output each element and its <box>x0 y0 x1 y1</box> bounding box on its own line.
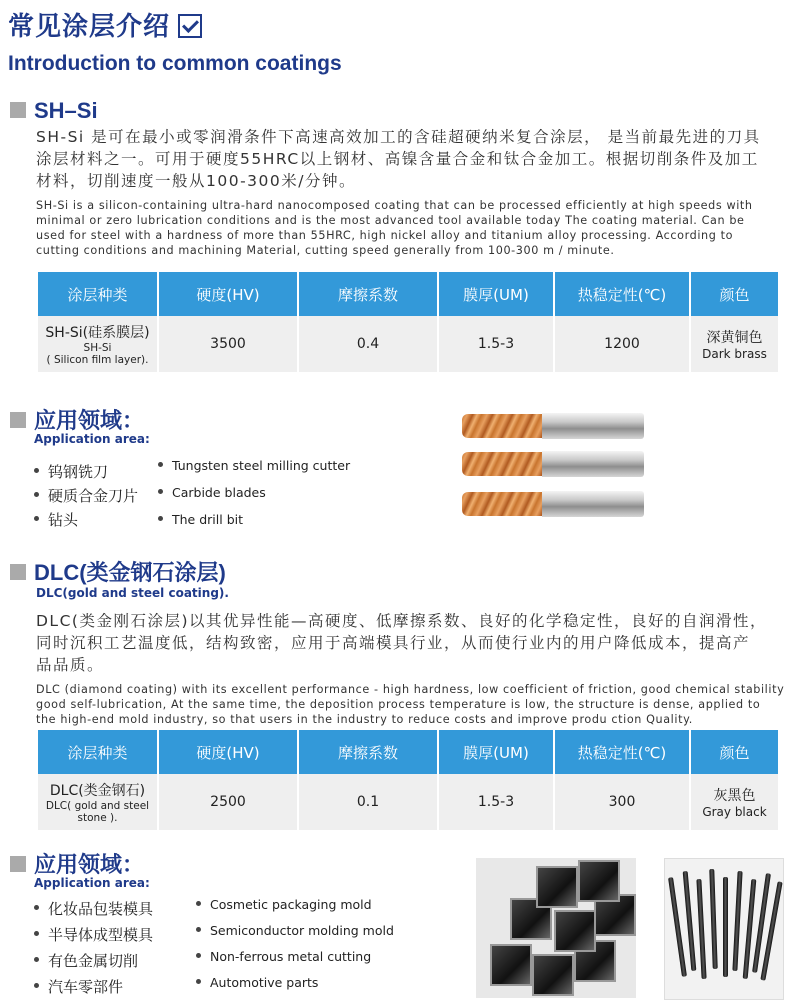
end-mill-image <box>462 449 644 479</box>
desc-line: SH-Si is a silicon-containing ultra-hard nanocomposed coating that can be processed efficiently at high speeds with <box>36 199 753 212</box>
color-en: Dark brass <box>702 347 767 361</box>
square-bullet-icon <box>10 856 26 872</box>
thermal-cell: 1200 <box>554 316 690 372</box>
desc-line: 品品质。 <box>36 656 105 674</box>
list-item-text: Cosmetic packaging mold <box>210 897 372 912</box>
coating-type-sub: ( Silicon film layer). <box>46 354 149 366</box>
desc-line: 同时沉积工艺温度低，结构致密，应用于高端模具行业，从而使行业内的用户降低成本，提高产 <box>36 634 751 652</box>
list-item <box>34 974 153 1000</box>
list-item <box>34 484 138 508</box>
color-cn: 深黄铜色 <box>706 330 763 346</box>
list-item <box>158 479 350 506</box>
bullet-icon <box>158 489 163 494</box>
bullet-icon <box>196 927 201 932</box>
section-heading-dlc <box>10 556 226 587</box>
page-title-cn: 常见涂层介绍 <box>8 12 171 42</box>
thickness-cell: 1.5-3 <box>438 316 554 372</box>
table-row <box>38 774 778 830</box>
list-item-text: 有色金属切削 <box>48 952 139 970</box>
coating-type-cell <box>38 774 158 830</box>
table-header: 涂层种类 <box>38 272 158 316</box>
application-list-cn <box>34 460 138 532</box>
color-cn: 灰黑色 <box>713 788 756 804</box>
application-heading <box>10 848 144 879</box>
hardness-cell: 3500 <box>158 316 298 372</box>
desc-line: SH-Si 是可在最小或零润滑条件下高速高效加工的含硅超硬纳米复合涂层， 是当前最先进的刀具 <box>36 128 761 146</box>
desc-line: 材料，切削速度一般从100-300米/分钟。 <box>36 172 356 190</box>
dlc-description-cn <box>36 610 796 676</box>
list-item-text: The drill bit <box>172 512 243 527</box>
list-item <box>34 896 153 922</box>
desc-line: DLC (diamond coating) with its excellent performance - high hardness, low coefficient of friction, good chemical stability <box>36 683 785 696</box>
bullet-icon <box>34 957 39 962</box>
square-bullet-icon <box>10 564 26 580</box>
coating-type-name: DLC(类金钢石) <box>49 783 146 799</box>
desc-line: DLC(类金刚石涂层)以其优异性能—高硬度、低摩擦系数、良好的化学稳定性，良好的自润滑性， <box>36 612 767 630</box>
list-item <box>34 922 153 948</box>
table-row <box>38 316 778 372</box>
end-mill-image <box>462 411 644 441</box>
bullet-icon <box>34 468 39 473</box>
sh-si-description-en <box>36 198 796 258</box>
application-heading <box>10 404 144 435</box>
checkbox-icon <box>178 14 202 38</box>
table-header: 硬度(HV) <box>158 730 298 774</box>
application-heading-en: Application area: <box>34 876 150 890</box>
list-item-text: Non-ferrous metal cutting <box>210 949 372 964</box>
list-item-text: 钻头 <box>48 511 79 529</box>
application-list-cn <box>34 896 153 1000</box>
application-heading-text: 应用领域： <box>34 852 145 877</box>
list-item <box>196 892 394 918</box>
bullet-icon <box>34 983 39 988</box>
color-en: Gray black <box>702 805 767 819</box>
desc-line: used for steel with a hardness of more than 55HRC, high nickel alloy and titanium alloy processing. According to <box>36 229 734 242</box>
table-header: 硬度(HV) <box>158 272 298 316</box>
section-heading-text: SH–Si <box>34 98 98 123</box>
friction-cell: 0.4 <box>298 316 438 372</box>
ejector-pins-photo <box>664 858 784 1000</box>
list-item-text: 硬质合金刀片 <box>48 487 139 505</box>
friction-cell: 0.1 <box>298 774 438 830</box>
list-item <box>158 452 350 479</box>
application-list-en <box>158 452 350 533</box>
page-subtitle: Introduction to common coatings <box>8 52 342 75</box>
color-cell <box>690 316 778 372</box>
thermal-cell: 300 <box>554 774 690 830</box>
table-header-row <box>38 272 778 316</box>
list-item <box>196 918 394 944</box>
mold-parts-photo <box>476 858 636 998</box>
table-header: 摩擦系数 <box>298 730 438 774</box>
bullet-icon <box>34 516 39 521</box>
bullet-icon <box>34 931 39 936</box>
square-bullet-icon <box>10 412 26 428</box>
list-item-text: 汽车零部件 <box>48 978 124 996</box>
bullet-icon <box>34 492 39 497</box>
dlc-heading-en: DLC(gold and steel coating). <box>36 586 229 600</box>
dlc-description-en <box>36 682 798 727</box>
coating-type-cell <box>38 316 158 372</box>
coating-type-name: SH-Si(硅系膜层) <box>45 325 150 341</box>
list-item-text: 钨钢铣刀 <box>48 463 109 481</box>
table-header: 热稳定性(℃) <box>554 730 690 774</box>
sh-si-description-cn <box>36 126 796 192</box>
page-title <box>8 6 202 43</box>
bullet-icon <box>196 901 201 906</box>
desc-line: good self-lubrication, At the same time, the deposition process temperature is low, the structure is dense, applied to <box>36 698 761 711</box>
list-item <box>158 506 350 533</box>
list-item <box>34 460 138 484</box>
bullet-icon <box>196 979 201 984</box>
hardness-cell: 2500 <box>158 774 298 830</box>
table-header: 膜厚(UM) <box>438 272 554 316</box>
list-item <box>196 970 394 996</box>
desc-line: the high-end mold industry, so that users in the industry to reduce costs and improve produ ction Quality. <box>36 713 693 726</box>
section-heading-text: DLC(类金钢石涂层) <box>34 560 226 585</box>
table-header: 颜色 <box>690 730 778 774</box>
dlc-spec-table <box>38 730 778 830</box>
application-heading-text: 应用领域： <box>34 408 145 433</box>
desc-line: minimal or zero lubrication conditions and is the most advanced tool available today The coating material. Can be <box>36 214 745 227</box>
bullet-icon <box>34 905 39 910</box>
bullet-icon <box>196 953 201 958</box>
sh-si-spec-table <box>38 272 778 372</box>
table-header: 涂层种类 <box>38 730 158 774</box>
list-item-text: 半导体成型模具 <box>48 926 154 944</box>
list-item <box>34 508 138 532</box>
bullet-icon <box>158 516 163 521</box>
list-item-text: Semiconductor molding mold <box>210 923 394 938</box>
list-item <box>196 944 394 970</box>
table-header-row <box>38 730 778 774</box>
coating-type-sub: DLC( gold and steel stone ). <box>45 800 150 824</box>
table-header: 摩擦系数 <box>298 272 438 316</box>
list-item <box>34 948 153 974</box>
coating-type-sub: SH-Si <box>83 342 112 354</box>
section-heading-sh-si <box>10 98 98 124</box>
application-list-en <box>196 892 394 996</box>
list-item-text: Tungsten steel milling cutter <box>172 458 351 473</box>
list-item-text: Automotive parts <box>210 975 319 990</box>
application-heading-en: Application area: <box>34 432 150 446</box>
table-header: 膜厚(UM) <box>438 730 554 774</box>
desc-line: cutting conditions and machining Material, cutting speed generally from 100-300 m / minute. <box>36 244 615 257</box>
desc-line: 涂层材料之一。可用于硬度55HRC以上钢材、高镍含量合金和钛合金加工。根据切削条件及加工 <box>36 150 759 168</box>
end-mill-image <box>462 489 644 519</box>
table-header: 颜色 <box>690 272 778 316</box>
list-item-text: Carbide blades <box>172 485 266 500</box>
square-bullet-icon <box>10 102 26 118</box>
table-header: 热稳定性(℃) <box>554 272 690 316</box>
list-item-text: 化妆品包装模具 <box>48 900 154 918</box>
color-cell <box>690 774 778 830</box>
thickness-cell: 1.5-3 <box>438 774 554 830</box>
bullet-icon <box>158 462 163 467</box>
